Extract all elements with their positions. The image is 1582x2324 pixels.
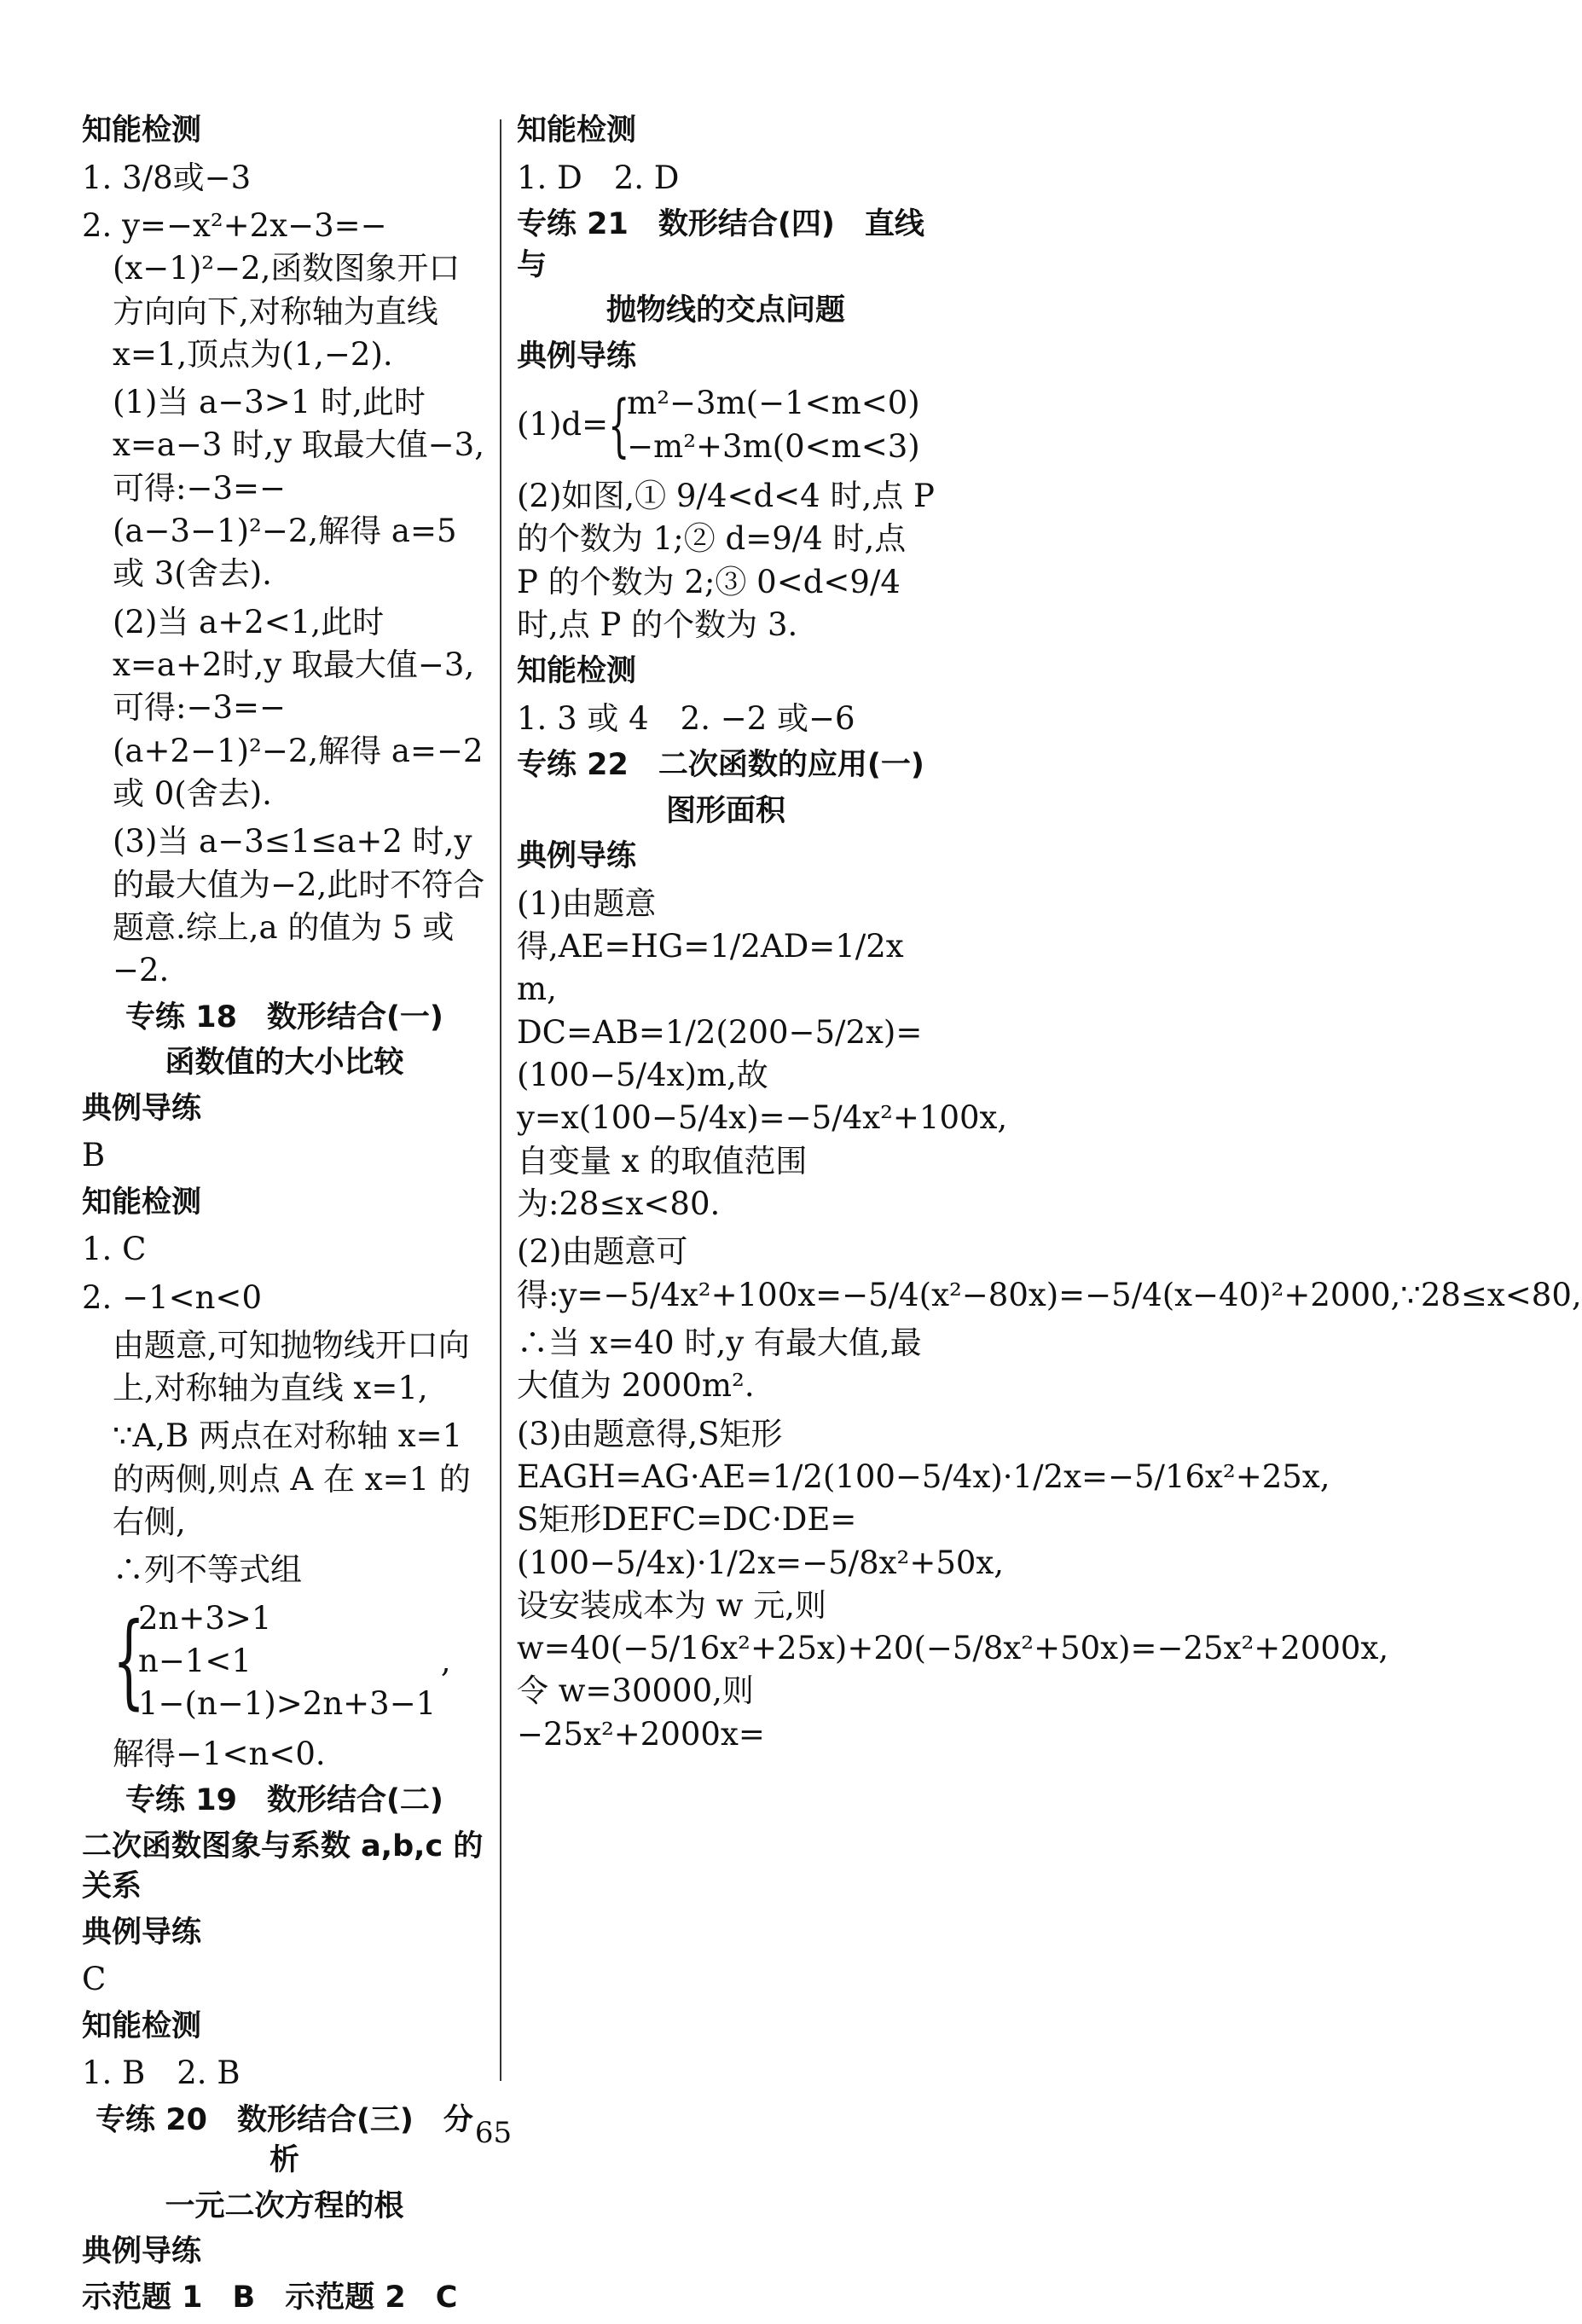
answer-paragraph: ∴当 x=40 时,y 有最大值,最大值为 2000m². (517, 1324, 922, 1405)
answer-paragraph: (1)当 a−3>1 时,此时 x=a−3 时,y 取最大值−3,可得:−3=−(a−3−1)²−2,解得 a=5或 3(舍去). (113, 384, 484, 593)
answer-paragraph: ∴列不等式组 (113, 1551, 302, 1589)
answer-paragraph: ∵A,B 两点在对称轴 x=1 的两侧,则点 A 在 x=1 的右侧, (113, 1417, 471, 1541)
inequality-line: 2n+3>1 (138, 1599, 272, 1637)
answer-paragraph: (2)由题意可得:y=−5/4x²+100x=−5/4(x²−80x)=−5/4(x−40)²+2000,∵28≤x<80, (517, 1233, 1582, 1313)
answer-line: C (82, 1961, 107, 1998)
chapter-subtitle: 二次函数图象与系数 a,b,c 的关系 (82, 1828, 484, 1904)
right-column (517, 111, 1582, 1761)
answer-line: 1. C (82, 1231, 147, 1268)
answer-line: 1. 3 或 4 2. −2 或−6 (517, 699, 855, 737)
section-heading: 知能检测 (82, 2008, 202, 2043)
section-heading: 知能检测 (517, 113, 637, 148)
piecewise-function (517, 382, 935, 468)
answer-paragraph: (1)由题意得,AE=HG=1/2AD=1/2x m, DC=AB=1/2(200−5/2x)=(100−5/4x)m,故 y=x(100−5/4x)=−5/4x²+100x,自变量 x 的取值范围为:28≤x<80. (517, 884, 1008, 1223)
chapter-title: 专练 21 数形结合(四) 直线与 (517, 206, 924, 282)
chapter-title: 专练 19 数形结合(二) (125, 1782, 443, 1817)
page-number: 65 (474, 2116, 513, 2150)
answer-line: 1. D 2. D (517, 159, 680, 196)
chapter-title: 专练 22 二次函数的应用(一) (517, 748, 924, 783)
answer-line: 1. B 2. B (82, 2055, 240, 2092)
section-heading: 典例导练 (82, 2234, 202, 2269)
inequality-line: 1−(n−1)>2n+3−1 (138, 1685, 437, 1723)
section-heading: 典例导练 (82, 1091, 202, 1126)
brace-symbol: { (113, 1602, 146, 1721)
section-heading: 典例导练 (517, 339, 637, 374)
chapter-subtitle: 函数值的大小比较 (165, 1046, 404, 1081)
section-heading: 知能检测 (82, 113, 202, 148)
piecewise-line: m²−3m(−1<m<0) (627, 385, 920, 422)
brace-symbol: { (608, 385, 630, 465)
answer-paragraph: (2)当 a+2<1,此时 x=a+2时,y 取最大值−3,可得:−3=−(a+2−1)²−2,解得 a=−2或 0(舍去). (113, 603, 484, 812)
inequality-system (82, 1597, 487, 1726)
inequality-line: n−1<1 , (138, 1643, 451, 1680)
column-divider (500, 119, 501, 2081)
section-heading: 典例导练 (517, 839, 637, 874)
left-column (82, 111, 487, 2324)
answer-paragraph: (2)如图,① 9/4<d<4 时,点 P 的个数为 1;② d=9/4 时,点 P 的个数为 2;③ 0<d<9/4 时,点 P 的个数为 3. (517, 477, 935, 643)
answer-line: 示范题 1 B 示范题 2 C (82, 2280, 458, 2315)
section-heading: 知能检测 (517, 654, 637, 689)
chapter-subtitle: 图形面积 (665, 793, 785, 828)
answer-paragraph: 解得−1<n<0. (113, 1735, 326, 1772)
answer-paragraph: (3)当 a−3≤1≤a+2 时,y 的最大值为−2,此时不符合题意.综上,a 的值为 5 或−2. (113, 823, 485, 989)
answer-paragraph: 2. y=−x²+2x−3=−(x−1)²−2,函数图象开口方向向下,对称轴为直线 x=1,顶点为(1,−2). (82, 206, 461, 373)
piecewise-label: (1)d= (517, 406, 609, 443)
chapter-subtitle: 一元二次方程的根 (165, 2188, 404, 2223)
piecewise-line: −m²+3m(0<m<3) (627, 427, 920, 465)
answer-line: 1. 3/8或−3 (82, 159, 252, 196)
answer-paragraph: (3)由题意得,S矩形EAGH=AG·AE=1/2(100−5/4x)·1/2x=−5/16x²+25x, S矩形DEFC=DC·DE=(100−5/4x)·1/2x=−5/8x²+50x,设安装成本为 w 元,则 w=40(−5/16x²+25x)+20(−5/8x²+50x)=−25x²+2000x,令 w=30000,则 −25x²+2000x= (517, 1415, 1389, 1753)
answer-paragraph: 由题意,可知抛物线开口向上,对称轴为直线 x=1, (113, 1326, 470, 1407)
answer-line: B (82, 1137, 106, 1174)
answer-line: 2. −1<n<0 (82, 1278, 262, 1316)
chapter-title: 专练 20 数形结合(三) 分析 (96, 2102, 473, 2178)
chapter-title: 专练 18 数形结合(一) (125, 1000, 443, 1034)
section-heading: 知能检测 (82, 1185, 202, 1220)
section-heading: 典例导练 (82, 1915, 202, 1950)
chapter-subtitle: 抛物线的交点问题 (606, 293, 845, 328)
